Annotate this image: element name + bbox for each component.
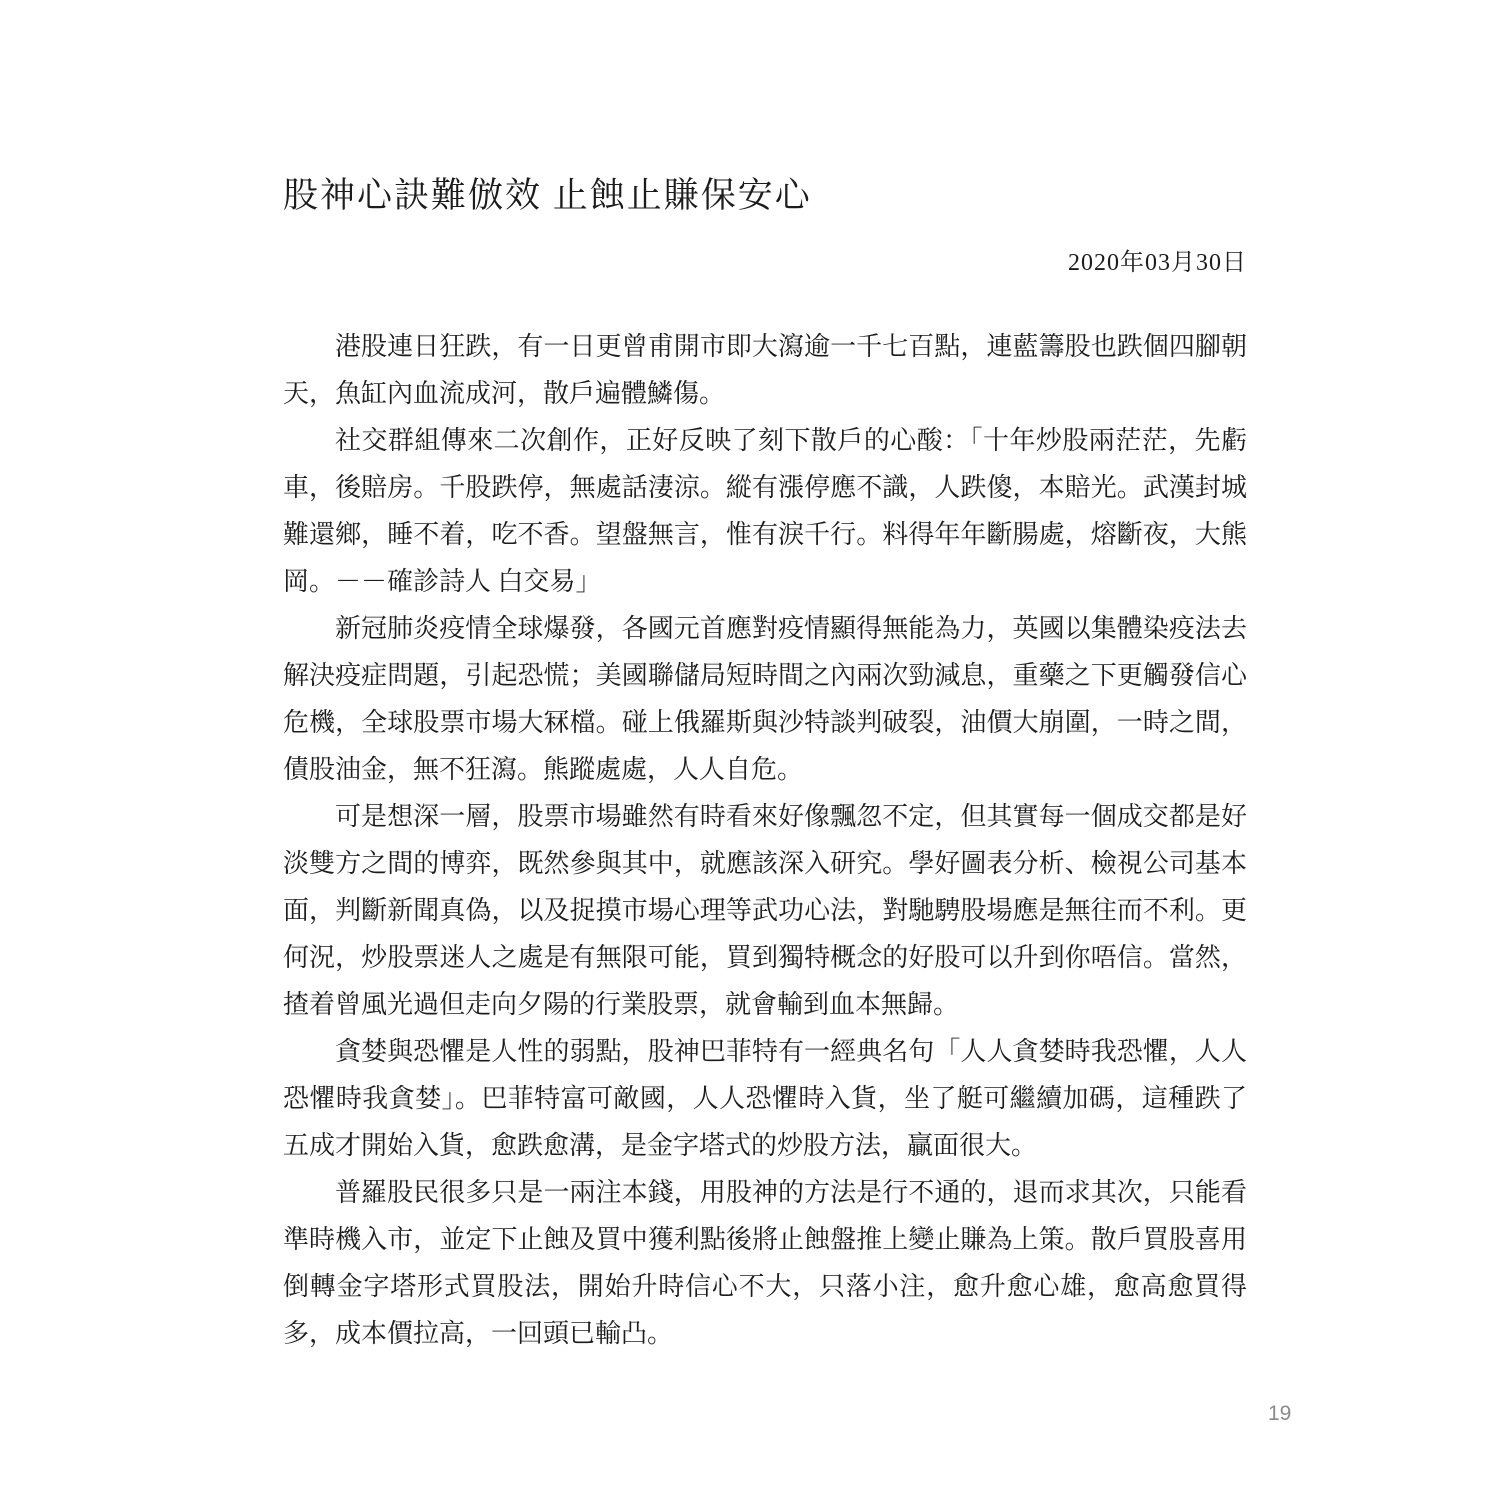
article-paragraph: 可是想深一層，股票市場雖然有時看來好像飄忽不定，但其實每一個成交都是好淡雙方之間的博弈，既然參與其中，就應該深入研究。學好圖表分析、檢視公司基本面，判斷新聞真偽，以及捉摸市場心理等武功心法，對馳騁股場應是無往而不利。更何況，炒股票迷人之處是有無限可能，買到獨特概念的好股可以升到你唔信。當然，揸着曾風光過但走向夕陽的行業股票，就會輸到血本無歸。 xyxy=(283,802,1247,1019)
page-number: 19 xyxy=(1268,1402,1292,1425)
article-paragraph: 貪婪與恐懼是人性的弱點，股神巴菲特有一經典名句「人人貪婪時我恐懼，人人恐懼時我貪婪」。巴菲特富可敵國，人人恐懼時入貨，坐了艇可繼續加碼，這種跌了五成才開始入貨，愈跌愈溝，是金字塔式的炒股方法，贏面很大。 xyxy=(283,1037,1247,1160)
article-paragraph: 新冠肺炎疫情全球爆發，各國元首應對疫情顯得無能為力，英國以集體染疫法去解決疫症問題，引起恐慌；美國聯儲局短時間之內兩次勁減息，重藥之下更觸發信心危機，全球股票市場大冧檔。碰上俄羅斯與沙特談判破裂，油價大崩圍，一時之間，債股油金，無不狂瀉。熊蹤處處，人人自危。 xyxy=(283,614,1247,784)
article-body xyxy=(283,323,1247,1357)
article-paragraph: 社交群組傳來二次創作，正好反映了刻下散戶的心酸：「十年炒股兩茫茫，先虧車，後賠房。千股跌停，無處話淒涼。縱有漲停應不識，人跌傻，本賠光。武漢封城難還鄉，睡不着，吃不香。望盤無言，惟有淚千行。料得年年斷腸處，熔斷夜，大熊岡。－－確診詩人 白交易」 xyxy=(283,426,1247,596)
article-title: 股神心訣難倣效 止蝕止賺保安心 xyxy=(283,176,812,215)
article-content xyxy=(283,168,1247,1357)
article-paragraph: 港股連日狂跌，有一日更曾甫開市即大瀉逾一千七百點，連藍籌股也跌個四腳朝天，魚缸內血流成河，散戶遍體鱗傷。 xyxy=(283,332,1247,408)
article-paragraph: 普羅股民很多只是一兩注本錢，用股神的方法是行不通的，退而求其次，只能看準時機入市，並定下止蝕及買中獲利點後將止蝕盤推上變止賺為上策。散戶買股喜用倒轉金字塔形式買股法，開始升時信心不大，只落小注，愈升愈心雄，愈高愈買得多，成本價拉高，一回頭已輸凸。 xyxy=(283,1178,1247,1348)
article-date: 2020年03月30日 xyxy=(1068,250,1247,276)
